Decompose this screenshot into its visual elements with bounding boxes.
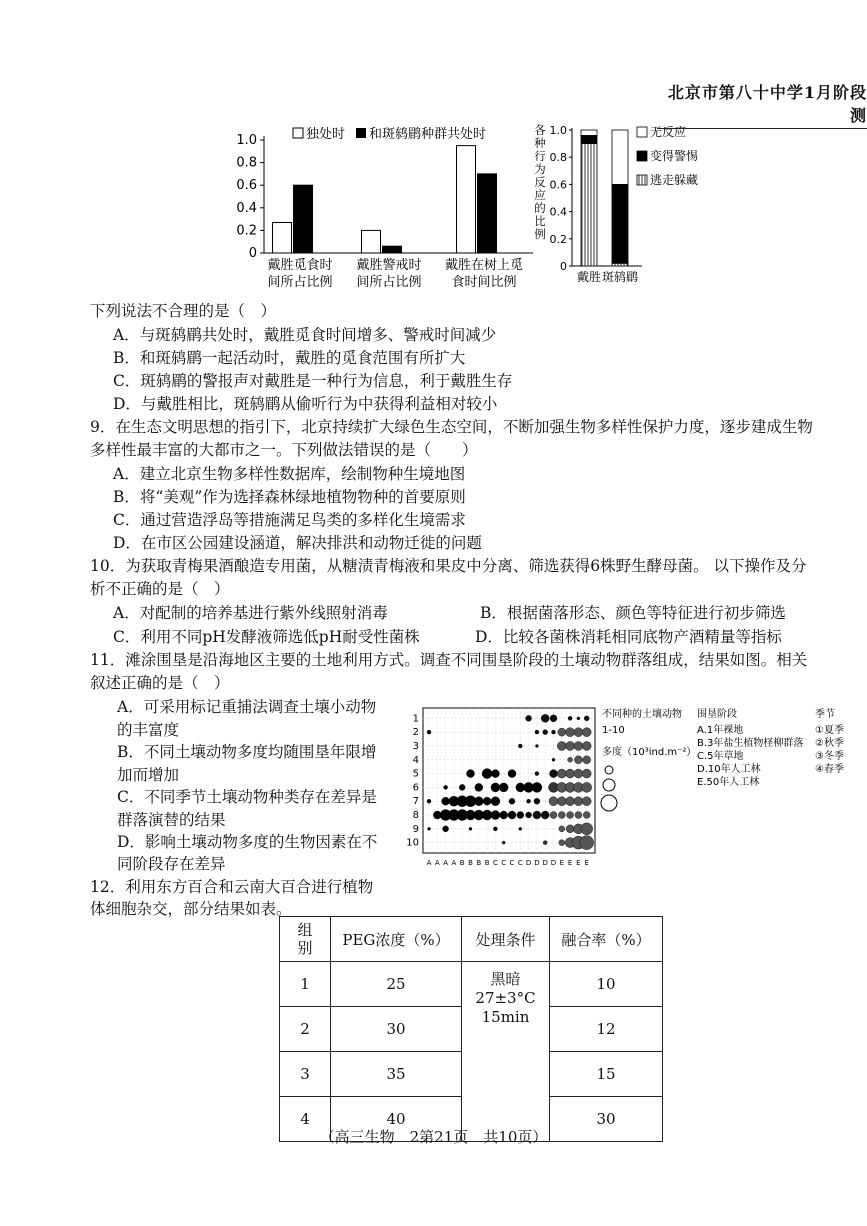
abundance-bubble <box>559 826 565 832</box>
abundance-bubble <box>467 770 475 778</box>
cell-peg: 30 <box>331 1007 462 1052</box>
behavior-response-stacked-chart <box>530 120 710 290</box>
bubble-y-tick: 6 <box>412 782 419 794</box>
chart1-y-tick-label: 0.8 <box>236 155 257 171</box>
abundance-bubble <box>584 716 589 721</box>
abundance-bubble <box>568 757 573 762</box>
abundance-bubble <box>483 797 491 805</box>
stacked-bar-segment <box>612 263 628 266</box>
abundance-bubble <box>575 812 582 819</box>
abundance-bubble <box>552 758 555 761</box>
abundance-bubble <box>493 827 497 831</box>
q10-option-b: B．根据菌落形态、颜色等特征进行初步筛选 <box>480 604 786 622</box>
cell-peg: 25 <box>331 962 462 1007</box>
cell-rate: 10 <box>550 962 663 1007</box>
legend-solo-label: 独处时 <box>306 127 346 142</box>
abundance-bubble <box>543 730 548 735</box>
bubble-x-tick: D <box>525 859 532 867</box>
q10-stem-line1: 10．为获取青梅果酒酿造专用菌，从糖渍青梅液和果皮中分离、筛选获得6株野生酵母菌。 以下操作及分 <box>90 557 807 575</box>
bar-solo <box>457 146 476 253</box>
q11-option-c-line1: C．不同季节土壤动物种类存在差异是 <box>117 788 377 806</box>
bubble-x-tick: D <box>550 859 557 867</box>
abundance-bubble <box>482 810 492 820</box>
cell-group: 4 <box>280 1097 331 1142</box>
legend-season-winter: ③冬季 <box>815 751 844 762</box>
chart1-category-label: 戴胜觅食时 <box>267 258 333 273</box>
abundance-bubble <box>428 827 431 830</box>
header-peg: PEG浓度（%） <box>331 917 462 962</box>
abundance-bubble <box>566 825 574 833</box>
bar-together <box>294 185 313 253</box>
bubble-y-tick: 10 <box>406 837 419 849</box>
q12-stem-line2: 体细胞杂交，部分结果如表。 <box>90 900 292 918</box>
abundance-bubble <box>574 741 583 750</box>
cell-group: 1 <box>280 962 331 1007</box>
bubble-y-tick: 8 <box>412 810 419 822</box>
legend-stage-c: C.5年草地 <box>697 751 744 762</box>
chart1-category-label: 戴胜在树上觅 <box>444 258 524 273</box>
abundance-bubble <box>526 812 532 818</box>
chart2-y-label-char: 应 <box>534 188 546 202</box>
header-condition: 处理条件 <box>462 917 550 962</box>
legend-abundance-title: 多度（10³ind.m⁻²） <box>602 747 697 758</box>
chart2-legend-swatch <box>637 175 647 185</box>
abundance-bubble <box>534 798 540 804</box>
chart1-y-tick-label: 0.6 <box>236 178 257 194</box>
bubble-y-tick: 2 <box>412 727 419 739</box>
q9-option-c: C．通过营造浮岛等措施满足鸟类的多样化生境需求 <box>113 511 466 529</box>
soil-animal-bubble-chart <box>405 703 865 873</box>
chart2-y-label-char: 各 <box>534 123 546 137</box>
bubble-x-tick: B <box>468 859 473 867</box>
behavior-time-bar-chart <box>228 120 538 300</box>
abundance-bubble <box>566 797 575 806</box>
bubble-x-tick: A <box>434 859 440 867</box>
abundance-bubble <box>491 770 499 778</box>
legend-stage-b: B.3年盐生植物柽柳群落 <box>697 738 804 749</box>
abundance-bubble <box>533 811 541 819</box>
bubble-x-tick: B <box>484 859 490 867</box>
legend-solo-swatch <box>293 128 303 138</box>
cell-rate: 15 <box>550 1052 663 1097</box>
chart2-y-tick-label: 0 <box>560 260 567 273</box>
legend-stage-e: E.50年人工林 <box>697 777 760 788</box>
legend-species-range: 1-10 <box>602 725 625 736</box>
cell-condition <box>462 962 550 1142</box>
bubble-x-tick: D <box>534 859 540 867</box>
abundance-bubble <box>557 797 566 806</box>
abundance-bubble <box>526 715 532 721</box>
abundance-bubble <box>566 741 575 750</box>
bubble-x-tick: C <box>492 859 498 867</box>
abundance-bubble <box>552 730 556 734</box>
legend-stage-a: A.1年裸地 <box>697 725 744 736</box>
abundance-bubble <box>574 797 583 806</box>
abundance-bubble <box>491 811 500 820</box>
abundance-bubble <box>582 769 591 778</box>
abundance-bubble <box>574 756 582 764</box>
stacked-bar-segment <box>581 130 597 135</box>
abundance-bubble <box>557 769 566 778</box>
abundance-bubble <box>583 812 590 819</box>
abundance-bubble <box>541 811 549 819</box>
abundance-bubble <box>519 827 522 830</box>
chart2-y-label-char: 的 <box>534 201 546 215</box>
bar-solo <box>273 222 292 253</box>
abundance-bubble <box>527 799 531 803</box>
stacked-bar-segment <box>612 184 628 263</box>
chart2-y-tick-label: 0.2 <box>549 232 567 246</box>
bubble-x-tick: E <box>559 859 565 867</box>
abundance-bubble <box>535 744 538 747</box>
abundance-bubble <box>543 841 547 845</box>
chart2-y-label-char: 行 <box>534 149 546 163</box>
abundance-bubble <box>559 840 565 846</box>
q11-option-d-line2: 同阶段存在差异 <box>117 855 226 873</box>
page-footer: （高三生物 2第21页 共10页） <box>319 1128 548 1146</box>
bubble-y-tick: 7 <box>412 796 419 808</box>
stacked-bar-segment <box>612 130 628 184</box>
legend-together-swatch <box>356 128 366 138</box>
legend-abundance-medium <box>603 779 615 791</box>
condition-dark: 黑暗 <box>490 970 521 988</box>
abundance-bubble <box>550 770 558 778</box>
abundance-bubble <box>444 785 448 789</box>
peg-fusion-table <box>279 916 663 1142</box>
abundance-bubble <box>574 769 583 778</box>
bar-together <box>478 174 497 253</box>
chart2-legend-swatch <box>637 151 647 161</box>
abundance-bubble <box>535 730 539 734</box>
bubble-x-tick: B <box>476 859 482 867</box>
header-rate: 融合率（%） <box>550 917 663 962</box>
abundance-bubble <box>518 744 522 748</box>
q11-option-a-line2: 的丰富度 <box>117 721 180 739</box>
chart2-y-label-char: 反 <box>534 175 546 189</box>
abundance-bubble <box>491 797 500 806</box>
table-row <box>280 962 663 1007</box>
legend-season-title: 季节 <box>815 709 835 720</box>
chart1-y-tick-label: 0.4 <box>236 200 257 216</box>
q10-stem-line2: 析不正确的是（ ） <box>90 580 230 598</box>
abundance-bubble <box>508 770 516 778</box>
q10-option-c: C．利用不同pH发酵液筛选低pH耐受性菌株 <box>113 628 420 646</box>
bubble-x-tick: A <box>451 859 457 867</box>
bubble-x-tick: E <box>576 859 581 867</box>
q9-option-b: B．将“美观”作为选择森林绿地植物物种的首要原则 <box>113 488 466 506</box>
bubble-x-tick: D <box>542 859 548 867</box>
bubble-x-tick: B <box>459 859 465 867</box>
abundance-bubble <box>577 717 580 720</box>
cell-group: 2 <box>280 1007 331 1052</box>
legend-species-title: 不同种的土壤动物 <box>602 709 682 720</box>
chart1-category-label: 戴胜警戒时 <box>356 258 422 273</box>
bubble-y-tick: 9 <box>412 823 419 835</box>
abundance-bubble <box>491 783 500 792</box>
q11-option-c-line2: 群落演替的结果 <box>117 811 226 829</box>
cell-group: 3 <box>280 1052 331 1097</box>
q11-option-d-line1: D．影响土壤动物多度的生物因素在不 <box>117 833 378 851</box>
condition-time: 15min <box>481 1008 530 1026</box>
abundance-bubble <box>581 823 593 835</box>
legend-stage-title: 围垦阶段 <box>697 709 737 720</box>
chart2-y-tick-label: 0.6 <box>549 178 567 192</box>
legend-abundance-small <box>605 766 613 774</box>
abundance-bubble <box>482 769 492 779</box>
legend-season-summer: ①夏季 <box>815 725 844 736</box>
abundance-bubble <box>427 799 431 803</box>
q9-option-a: A．建立北京生物多样性数据库，绘制物种生境地图 <box>113 465 466 483</box>
condition-temp: 27±3°C <box>475 989 536 1007</box>
chart2-y-tick-label: 0.8 <box>549 151 567 165</box>
legend-abundance-large <box>601 795 617 811</box>
abundance-bubble <box>469 827 472 830</box>
chart1-category-label: 间所占比例 <box>356 275 422 290</box>
abundance-bubble <box>499 783 508 792</box>
q11-option-a-line1: A．可采用标记重捕法调查土壤小动物 <box>117 698 377 716</box>
q8-option-d: D．与戴胜相比，斑鸫鹛从偷听行为中获得利益相对较小 <box>113 395 498 413</box>
chart2-legend-label: 变得警惕 <box>650 149 699 163</box>
chart1-y-tick-label: 0 <box>248 246 257 261</box>
q8-option-a: A．与斑鸫鹛共处时，戴胜觅食时间增多、警戒时间减少 <box>113 326 497 344</box>
cell-rate: 30 <box>550 1097 663 1142</box>
cell-peg: 35 <box>331 1052 462 1097</box>
q8-option-b: B．和斑鸫鹛一起活动时，戴胜的觅食范围有所扩大 <box>113 349 466 367</box>
q11-stem-line2: 叙述正确的是（ ） <box>90 674 230 692</box>
chart2-legend-label: 无反应 <box>650 125 687 139</box>
legend-together-label: 和斑鸫鹛种群共处时 <box>369 127 487 142</box>
q12-stem-line1: 12．利用东方百合和云南大百合进行植物 <box>90 878 374 896</box>
q11-option-b-line2: 加而增加 <box>117 766 180 784</box>
q10-option-a: A．对配制的培养基进行紫外线照射消毒 <box>113 604 388 622</box>
abundance-bubble <box>550 715 557 722</box>
abundance-bubble <box>541 714 549 722</box>
bubble-y-tick: 1 <box>412 713 419 725</box>
chart2-legend-swatch <box>637 127 647 137</box>
legend-stage-d: D.10年人工林 <box>697 764 761 775</box>
chart2-x-label: 斑鸫鹛 <box>601 270 639 284</box>
abundance-bubble <box>566 769 575 778</box>
abundance-bubble <box>535 772 539 776</box>
bar-together <box>383 246 402 253</box>
abundance-bubble <box>574 728 583 737</box>
abundance-bubble <box>427 730 431 734</box>
q11-stem-line1: 11．滩涂围垦是沿海地区主要的土地利用方式。调查不同围垦阶段的土壤动物群落组成，结果如图。相关 <box>90 651 808 669</box>
chart2-y-label-char: 例 <box>534 227 546 241</box>
abundance-bubble <box>509 798 515 804</box>
cell-peg: 40 <box>331 1097 462 1142</box>
q11-option-b-line1: B．不同土壤动物多度均随围垦年限增 <box>117 743 377 761</box>
chart2-y-label-char: 为 <box>534 162 546 176</box>
abundance-bubble <box>500 811 508 819</box>
bar-solo <box>362 230 381 253</box>
chart2-y-tick-label: 0.4 <box>549 205 567 219</box>
page-header: 北京市第八十中学1月阶段测 <box>657 80 867 129</box>
abundance-bubble <box>459 784 465 790</box>
abundance-bubble <box>532 782 542 792</box>
q9-option-d: D．在市区公园建设涵道，解决排洪和动物迁徙的问题 <box>113 534 482 552</box>
abundance-bubble <box>557 741 566 750</box>
chart1-y-tick-label: 0.2 <box>236 223 257 239</box>
abundance-bubble <box>582 728 591 737</box>
stacked-bar-segment <box>581 135 597 143</box>
chart1-category-label: 间所占比例 <box>267 275 333 290</box>
abundance-bubble <box>517 812 524 819</box>
q9-stem-line1: 9．在生态文明思想的指引下，北京持续扩大绿色生态空间，不断加强生物多样性保护力度，逐步建成生物 <box>90 418 813 436</box>
header-group-text: 组别 <box>297 921 313 957</box>
abundance-bubble <box>550 812 557 819</box>
bubble-y-tick: 4 <box>412 754 419 766</box>
q8-stem: 下列说法不合理的是（ ） <box>90 302 277 320</box>
abundance-bubble <box>582 782 592 792</box>
chart2-y-label-char: 比 <box>534 214 546 228</box>
abundance-bubble <box>549 797 558 806</box>
bubble-y-tick: 5 <box>412 768 419 780</box>
abundance-bubble <box>474 797 483 806</box>
chart2-x-label: 戴胜 <box>576 270 602 284</box>
chart2-legend-label: 逃走躲藏 <box>650 173 699 187</box>
chart2-y-label-char: 种 <box>534 136 546 150</box>
cell-rate: 12 <box>550 1007 663 1052</box>
abundance-bubble <box>582 741 591 750</box>
abundance-bubble <box>582 797 591 806</box>
bubble-x-tick: A <box>443 859 448 867</box>
chart1-y-tick-label: 1.0 <box>236 133 257 148</box>
bubble-x-tick: A <box>426 859 432 867</box>
q8-option-c: C．斑鸫鹛的警报声对戴胜是一种行为信息，利于戴胜生存 <box>113 372 513 390</box>
stacked-bar-segment <box>581 144 597 266</box>
abundance-bubble <box>442 797 450 805</box>
chart1-legend <box>293 126 486 142</box>
legend-season-spring: ④春季 <box>815 764 844 775</box>
chart1-category-label: 食时间比例 <box>451 275 517 290</box>
abundance-bubble <box>566 728 575 737</box>
bubble-x-tick: E <box>584 859 589 867</box>
q10-option-d: D．比较各菌株消耗相同底物产酒精量等指标 <box>475 628 782 646</box>
abundance-bubble <box>443 826 449 832</box>
legend-season-autumn: ②秋季 <box>815 738 844 749</box>
header-group <box>280 917 331 962</box>
abundance-bubble <box>558 812 565 819</box>
bubble-y-tick: 3 <box>412 740 419 752</box>
abundance-bubble <box>558 728 566 736</box>
abundance-bubble <box>568 716 572 720</box>
bubble-x-tick: C <box>517 859 523 867</box>
abundance-bubble <box>508 811 516 819</box>
q9-stem-line2: 多样性最丰富的大都市之一。下列做法错误的是（ ） <box>90 441 478 459</box>
abundance-bubble <box>502 841 505 844</box>
abundance-bubble <box>475 783 483 791</box>
chart2-y-tick-label: 1.0 <box>549 124 567 137</box>
table-header-row <box>280 917 663 962</box>
abundance-bubble <box>567 812 574 819</box>
abundance-bubble <box>583 756 591 764</box>
bubble-x-tick: E <box>567 859 573 867</box>
bubble-x-tick: C <box>509 859 515 867</box>
bubble-x-tick: C <box>501 859 507 867</box>
abundance-bubble <box>580 836 594 850</box>
